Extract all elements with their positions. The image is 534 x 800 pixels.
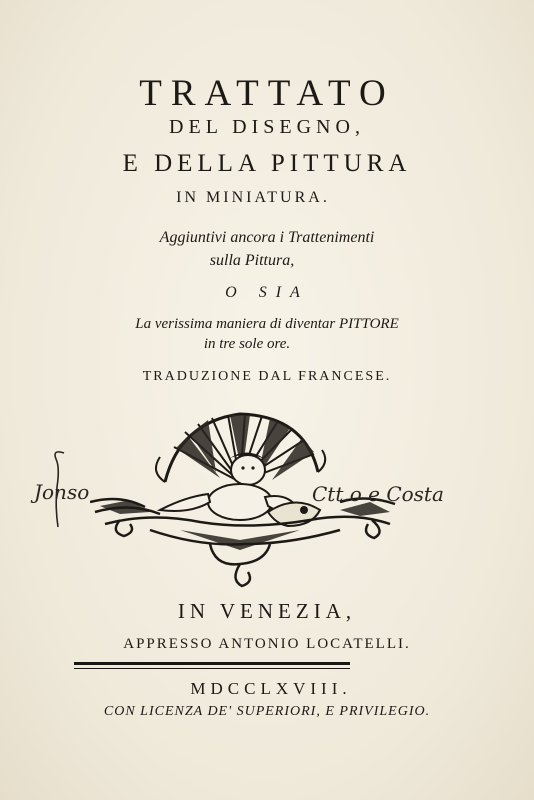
book-title: TRATTATO <box>139 73 395 114</box>
subtitle-line-2: sulla Pittura, <box>209 252 295 269</box>
description-line-2: in tre sole ore. <box>203 336 291 352</box>
imprint-license: CON LICENZA DE' SUPERIORI, E PRIVILEGIO. <box>103 704 431 719</box>
osia-separator: O SIA <box>225 284 309 301</box>
title-line-2: DEL DISEGNO, <box>169 116 365 138</box>
translation-note: TRADUZIONE DAL FRANCESE. <box>142 369 392 384</box>
title-line-4: IN MINIATURA. <box>176 189 330 206</box>
imprint-year: MDCCLXVIII. <box>190 679 352 698</box>
description <box>0 314 534 354</box>
imprint-publisher: APPRESSO ANTONIO LOCATELLI. <box>123 636 411 652</box>
title-line-3: E DELLA PITTURA <box>122 150 412 177</box>
subtitle <box>0 226 534 272</box>
handwritten-note-right: Ctt.o e Costa <box>312 482 444 506</box>
double-rule-thin <box>74 668 350 669</box>
double-rule-thick <box>74 662 350 665</box>
handwritten-note-left: Jonso <box>34 480 90 504</box>
subtitle-line-1: Aggiuntivi ancora i Trattenimenti <box>159 229 375 246</box>
imprint-city: IN VENEZIA, <box>177 599 357 623</box>
description-line-1: La verissima maniera di diventar PITTORE <box>135 316 399 332</box>
